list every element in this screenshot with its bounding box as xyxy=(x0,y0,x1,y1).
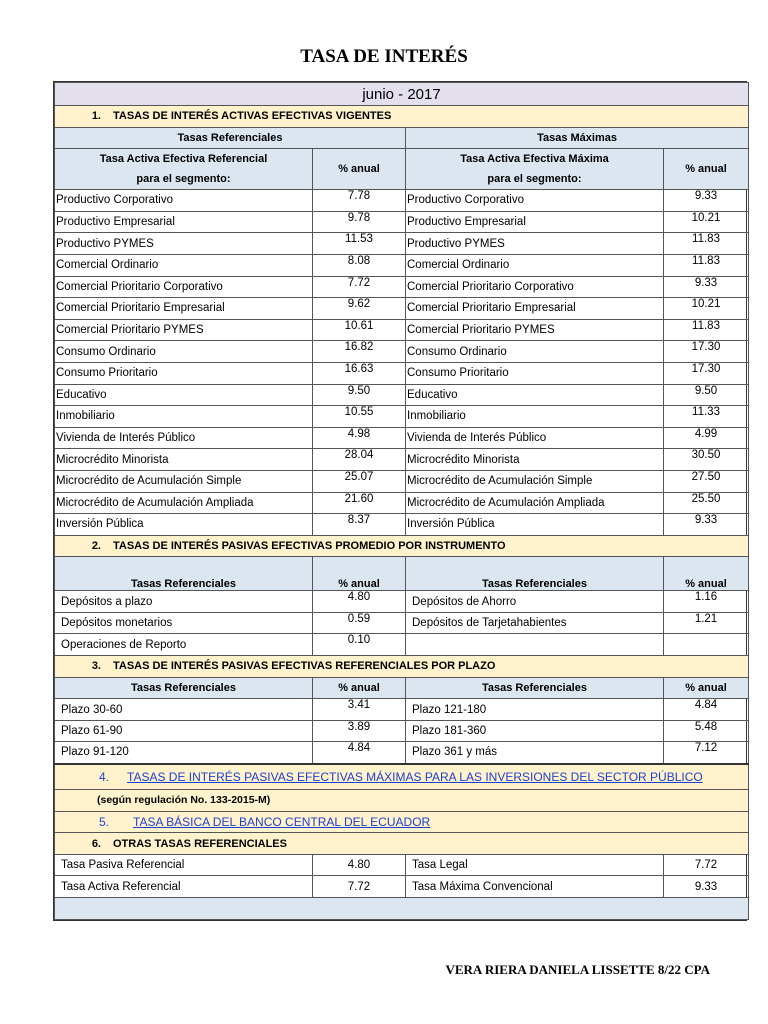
table-row xyxy=(55,211,749,233)
table-row xyxy=(55,514,749,536)
segment-label: Microcrédito de Acumulación Ampliada xyxy=(406,492,664,514)
referential-rate: 11.53 xyxy=(313,233,406,255)
instrument-label: Depósitos monetarios xyxy=(55,612,313,634)
segment-label: Vivienda de Interés Público xyxy=(406,427,664,449)
link-text: TASAS DE INTERÉS PASIVAS EFECTIVAS MÁXIMAS PARA LAS INVERSIONES DEL SECTOR PÚBLICO xyxy=(127,769,703,784)
column-header: Tasa Activa Efectiva Máxima para el segmento: xyxy=(406,149,664,190)
rate-value: 9.33 xyxy=(664,876,749,898)
maximum-rate: 25.50 xyxy=(664,492,749,514)
referential-rate: 21.60 xyxy=(313,492,406,514)
section-link-cell xyxy=(55,764,749,790)
section-title: TASAS DE INTERÉS PASIVAS EFECTIVAS PROMEDIO POR INSTRUMENTO xyxy=(113,539,506,552)
column-header: Tasas Referenciales xyxy=(406,557,664,591)
section-title-cell xyxy=(55,656,749,678)
maximum-rate: 17.30 xyxy=(664,362,749,384)
table-row xyxy=(55,298,749,320)
table-row xyxy=(55,254,749,276)
column-header: % anual xyxy=(313,557,406,591)
segment-label: Comercial Prioritario Empresarial xyxy=(406,298,664,320)
month-row xyxy=(55,83,749,106)
referential-rate: 4.98 xyxy=(313,427,406,449)
term-label: Plazo 30-60 xyxy=(55,699,313,721)
referential-rate: 9.62 xyxy=(313,298,406,320)
maximum-rate: 10.21 xyxy=(664,211,749,233)
author-footer: VERA RIERA DANIELA LISSETTE 8/22 CPA xyxy=(445,962,710,977)
rate-value: 4.80 xyxy=(313,591,406,613)
table-row xyxy=(55,492,749,514)
link-number: 5. xyxy=(99,814,110,829)
segment-label: Inmobiliario xyxy=(406,406,664,428)
column-header: % anual xyxy=(664,149,749,190)
section-2-column-header xyxy=(55,557,749,591)
section-number: 3. xyxy=(91,660,101,673)
page-title: TASA DE INTERÉS xyxy=(300,46,468,67)
section-2-header xyxy=(55,535,749,557)
section-5-header xyxy=(55,811,749,833)
segment-label: Microcrédito de Acumulación Ampliada xyxy=(55,492,313,514)
referential-rate: 10.55 xyxy=(313,406,406,428)
segment-label: Microcrédito Minorista xyxy=(55,449,313,471)
maximum-rate: 17.30 xyxy=(664,341,749,363)
segment-label: Comercial Ordinario xyxy=(406,254,664,276)
table-row xyxy=(55,854,749,876)
section-4-header xyxy=(55,764,749,790)
segment-label: Productivo PYMES xyxy=(406,233,664,255)
table-row xyxy=(55,276,749,298)
referential-rate: 7.72 xyxy=(313,276,406,298)
referential-rate: 25.07 xyxy=(313,470,406,492)
table-row xyxy=(55,699,749,721)
instrument-label: Depósitos de Tarjetahabientes xyxy=(406,612,664,634)
rate-value: 7.12 xyxy=(664,742,749,764)
referential-rate: 8.37 xyxy=(313,514,406,536)
segment-label: Consumo Prioritario xyxy=(55,362,313,384)
rate-value: 7.72 xyxy=(313,876,406,898)
section-link-cell xyxy=(55,811,749,833)
table-row xyxy=(55,319,749,341)
section-number: 2. xyxy=(91,539,101,552)
section-title-cell xyxy=(55,535,749,557)
column-header: % anual xyxy=(664,677,749,699)
referential-rate: 28.04 xyxy=(313,449,406,471)
column-header: % anual xyxy=(313,149,406,190)
rate-value: 1.16 xyxy=(664,591,749,613)
column-header: Tasas Referenciales xyxy=(55,557,313,591)
segment-label: Consumo Ordinario xyxy=(406,341,664,363)
table-row xyxy=(55,742,749,764)
maximum-rate: 11.83 xyxy=(664,254,749,276)
rate-value: 5.48 xyxy=(664,720,749,742)
table-row xyxy=(55,233,749,255)
section-number: 6. xyxy=(91,837,101,850)
segment-label: Productivo PYMES xyxy=(55,233,313,255)
rate-value: 1.21 xyxy=(664,612,749,634)
rate-label: Tasa Máxima Convencional xyxy=(406,876,664,898)
link-number: 4. xyxy=(99,769,110,784)
maximum-rate: 10.21 xyxy=(664,298,749,320)
rate-label: Tasa Activa Referencial xyxy=(55,876,313,898)
segment-label: Vivienda de Interés Público xyxy=(55,427,313,449)
term-label: Plazo 61-90 xyxy=(55,720,313,742)
maximum-rate: 11.83 xyxy=(664,233,749,255)
table-row xyxy=(55,876,749,898)
table-row xyxy=(55,406,749,428)
referential-rate: 16.63 xyxy=(313,362,406,384)
section-number: 1. xyxy=(91,110,101,123)
referential-rate: 9.50 xyxy=(313,384,406,406)
segment-label: Consumo Prioritario xyxy=(406,362,664,384)
column-header: % anual xyxy=(664,557,749,591)
segment-label: Comercial Prioritario Empresarial xyxy=(55,298,313,320)
maximum-rate: 9.50 xyxy=(664,384,749,406)
maximum-rate: 9.33 xyxy=(664,276,749,298)
rate-value: 3.41 xyxy=(313,699,406,721)
segment-label: Productivo Empresarial xyxy=(406,211,664,233)
table-row xyxy=(55,341,749,363)
segment-label: Comercial Ordinario xyxy=(55,254,313,276)
section-title: TASAS DE INTERÉS ACTIVAS EFECTIVAS VIGENTES xyxy=(113,110,392,123)
maximum-rate: 4.99 xyxy=(664,427,749,449)
group-label-maximas: Tasas Máximas xyxy=(406,127,749,149)
section-title-cell xyxy=(55,833,749,855)
term-label: Plazo 121-180 xyxy=(406,699,664,721)
rate-value: 7.72 xyxy=(664,854,749,876)
table-row xyxy=(55,449,749,471)
segment-label: Productivo Corporativo xyxy=(55,190,313,212)
section-3-column-header xyxy=(55,677,749,699)
segment-label: Comercial Prioritario PYMES xyxy=(55,319,313,341)
maximum-rate: 9.33 xyxy=(664,514,749,536)
segment-label: Microcrédito de Acumulación Simple xyxy=(55,470,313,492)
term-label: Plazo 181-360 xyxy=(406,720,664,742)
table-row xyxy=(55,720,749,742)
maximum-rate: 11.83 xyxy=(664,319,749,341)
referential-rate: 10.61 xyxy=(313,319,406,341)
segment-label: Inversión Pública xyxy=(55,514,313,536)
table-row xyxy=(55,634,749,656)
referential-rate: 9.78 xyxy=(313,211,406,233)
segment-label: Microcrédito de Acumulación Simple xyxy=(406,470,664,492)
section-3-header xyxy=(55,656,749,678)
table-row xyxy=(55,190,749,212)
group-label-referenciales: Tasas Referenciales xyxy=(55,127,406,149)
segment-label: Educativo xyxy=(55,384,313,406)
interest-rate-table xyxy=(53,81,747,921)
table-row xyxy=(55,362,749,384)
section-title: OTRAS TASAS REFERENCIALES xyxy=(113,837,287,850)
maximum-rate: 11.33 xyxy=(664,406,749,428)
segment-label: Comercial Prioritario Corporativo xyxy=(55,276,313,298)
rate-label: Tasa Pasiva Referencial xyxy=(55,854,313,876)
section-1-group-header xyxy=(55,127,749,149)
link-text: TASA BÁSICA DEL BANCO CENTRAL DEL ECUADOR xyxy=(133,814,431,829)
table-row xyxy=(55,427,749,449)
section-1-column-header xyxy=(55,149,749,190)
section-4-link[interactable] xyxy=(99,770,703,784)
segment-label: Consumo Ordinario xyxy=(55,341,313,363)
rate-value: 4.80 xyxy=(313,854,406,876)
instrument-label: Operaciones de Reporto xyxy=(55,634,313,656)
segment-label: Inversión Pública xyxy=(406,514,664,536)
maximum-rate: 27.50 xyxy=(664,470,749,492)
rate-value: 0.10 xyxy=(313,634,406,656)
section-title: TASAS DE INTERÉS PASIVAS EFECTIVAS REFERENCIALES POR PLAZO xyxy=(113,660,496,673)
segment-label: Microcrédito Minorista xyxy=(406,449,664,471)
term-label: Plazo 361 y más xyxy=(406,742,664,764)
segment-label: Comercial Prioritario PYMES xyxy=(406,319,664,341)
section-4-note-row xyxy=(55,790,749,812)
blank-row xyxy=(55,898,749,920)
rate-value: 0.59 xyxy=(313,612,406,634)
instrument-label: Depósitos a plazo xyxy=(55,591,313,613)
column-header: Tasas Referenciales xyxy=(55,677,313,699)
regulation-note: (según regulación No. 133-2015-M) xyxy=(55,790,749,812)
instrument-label: Depósitos de Ahorro xyxy=(406,591,664,613)
rate-value xyxy=(664,634,749,656)
table-row xyxy=(55,591,749,613)
table-row xyxy=(55,470,749,492)
column-header: Tasa Activa Efectiva Referencial para el segmento: xyxy=(55,149,313,190)
term-label: Plazo 91-120 xyxy=(55,742,313,764)
section-1-header xyxy=(55,106,749,128)
rate-value: 4.84 xyxy=(313,742,406,764)
rate-label: Tasa Legal xyxy=(406,854,664,876)
referential-rate: 7.78 xyxy=(313,190,406,212)
column-header: Tasas Referenciales xyxy=(406,677,664,699)
table-row xyxy=(55,384,749,406)
segment-label: Productivo Corporativo xyxy=(406,190,664,212)
rate-value: 4.84 xyxy=(664,699,749,721)
maximum-rate: 9.33 xyxy=(664,190,749,212)
segment-label: Inmobiliario xyxy=(55,406,313,428)
segment-label: Educativo xyxy=(406,384,664,406)
column-header: % anual xyxy=(313,677,406,699)
table-row xyxy=(55,612,749,634)
segment-label: Productivo Empresarial xyxy=(55,211,313,233)
rate-value: 3.89 xyxy=(313,720,406,742)
section-6-header xyxy=(55,833,749,855)
segment-label: Comercial Prioritario Corporativo xyxy=(406,276,664,298)
section-5-link[interactable] xyxy=(99,815,430,829)
instrument-label xyxy=(406,634,664,656)
maximum-rate: 30.50 xyxy=(664,449,749,471)
referential-rate: 8.08 xyxy=(313,254,406,276)
blank-cell xyxy=(55,898,749,920)
month-label: junio - 2017 xyxy=(55,83,749,106)
referential-rate: 16.82 xyxy=(313,341,406,363)
